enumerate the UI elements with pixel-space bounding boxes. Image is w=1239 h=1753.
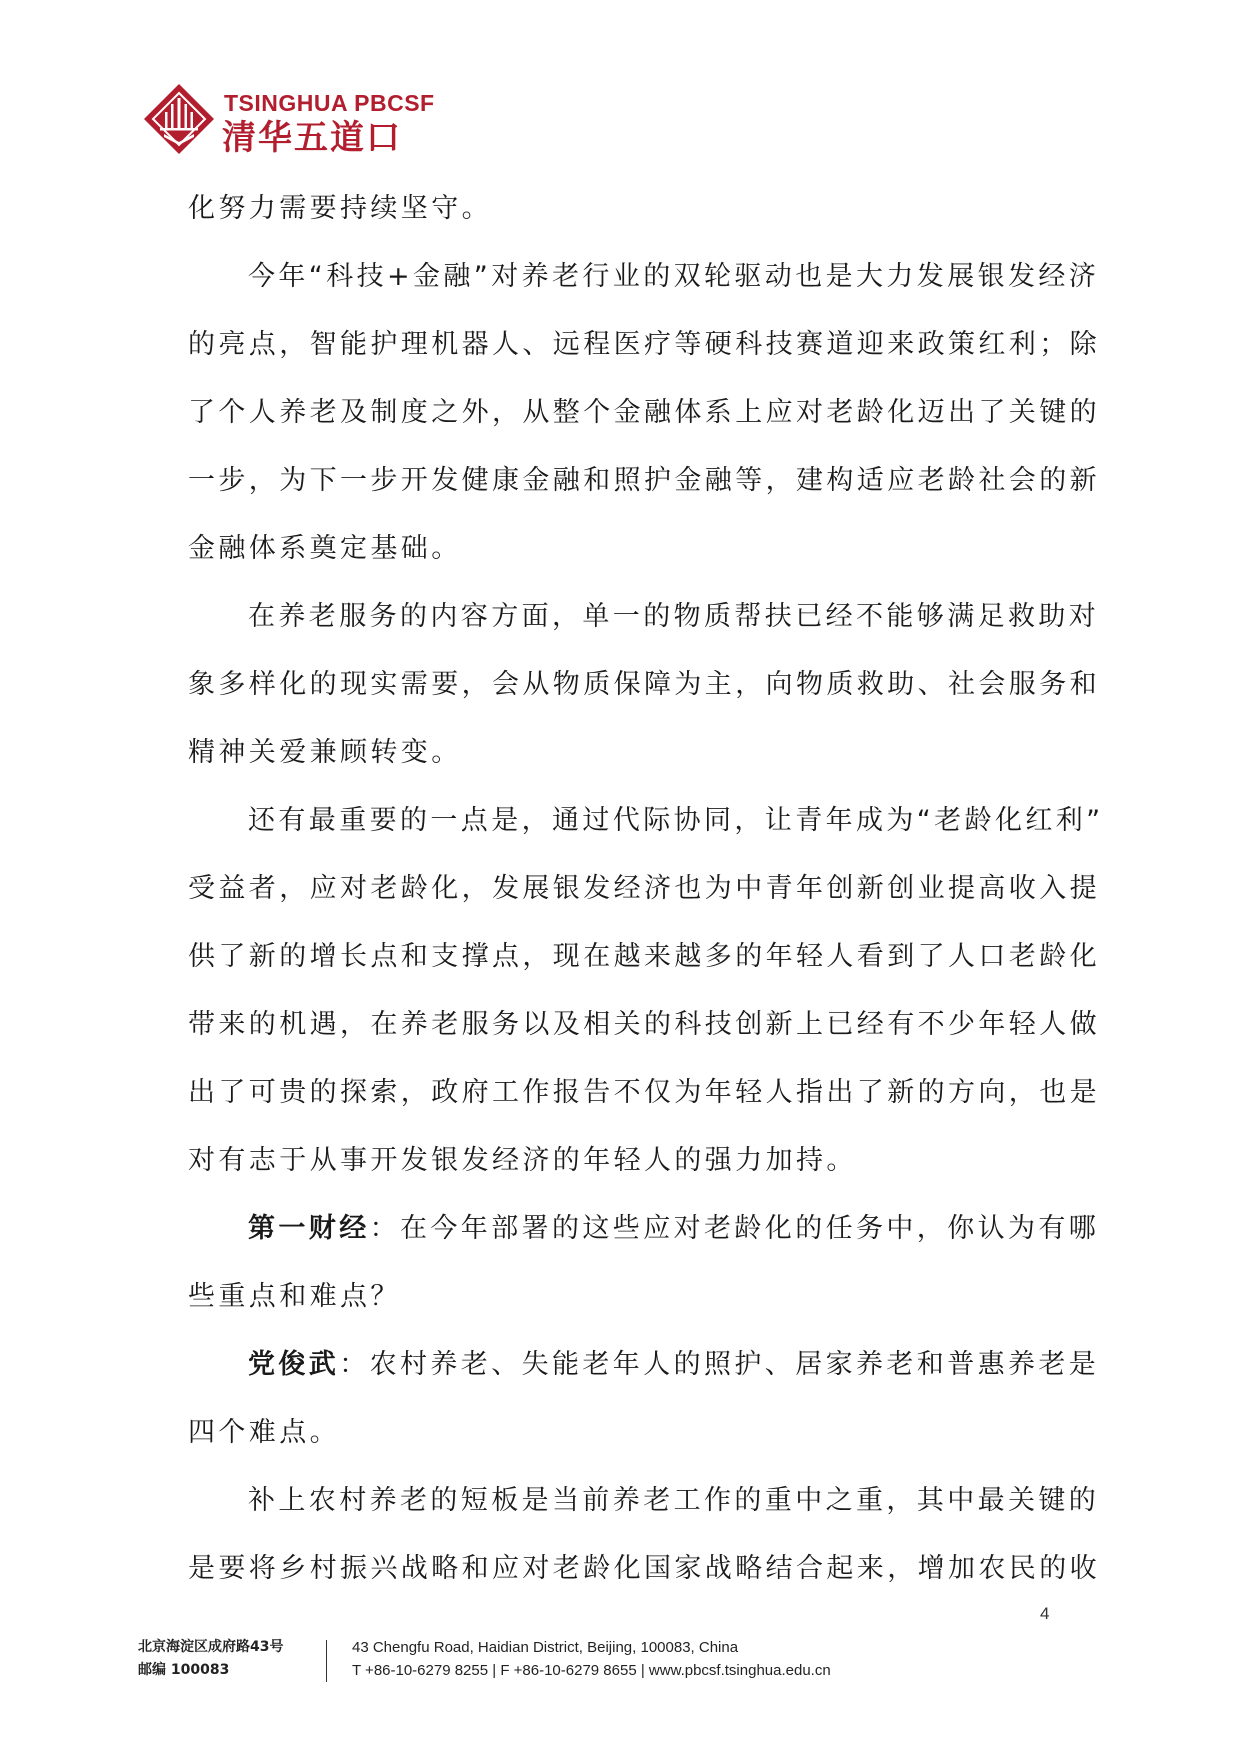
line-text: 出了可贵的探索，政府工作报告不仅为年轻人指出了新的方向，也是 [188,1077,1100,1108]
pbcsf-logo [144,84,435,160]
text-line [188,1136,1058,1204]
line-text: 化努力需要持续坚守。 [188,193,492,224]
line-text: 在养老服务的内容方面，单一的物质帮扶已经不能够满足救助对 [248,601,1100,632]
footer-postcode: 邮编 100083 [138,1662,230,1678]
text-line [188,456,1100,524]
text-line [188,1340,1100,1408]
line-text: 的亮点，智能护理机器人、远程医疗等硬科技赛道迎来政策红利；除 [188,329,1100,360]
text-line [188,1000,1100,1068]
text-line [188,524,1058,592]
text-line [188,184,1058,252]
footer-address-cn: 北京海淀区成府路43号 [138,1639,284,1655]
line-text: 了个人养老及制度之外，从整个金融体系上应对老龄化迈出了关键的 [188,397,1100,428]
text-line [188,1408,1058,1476]
line-text: 对有志于从事开发银发经济的年轻人的强力加持。 [188,1145,857,1176]
text-line [188,320,1100,388]
line-text: ：在今年部署的这些应对老龄化的任务中，你认为有哪 [369,1213,1100,1244]
text-line [188,932,1100,1000]
page-number: 4 [1040,1604,1050,1623]
speaker-label: 第一财经 [248,1213,370,1244]
line-text: 受益者，应对老龄化，发展银发经济也为中青年创新创业提高收入提 [188,873,1100,904]
pbcsf-emblem-icon [144,84,214,154]
footer-contact: T +86-10-6279 8255 | F +86-10-6279 8655 | www.pbcsf.tsinghua.edu.cn [352,1662,831,1679]
speaker-label: 党俊武 [248,1349,340,1380]
line-text: 四个难点。 [188,1417,340,1448]
line-text: 是要将乡村振兴战略和应对老龄化国家战略结合起来，增加农民的收 [188,1553,1100,1584]
line-text: 金融体系奠定基础。 [188,533,462,564]
line-text: 象多样化的现实需要，会从物质保障为主，向物质救助、社会服务和 [188,669,1100,700]
logo-chinese-name: 清华五道口 [222,118,402,158]
text-line [188,1476,1100,1544]
line-text: ：农村养老、失能老年人的照护、居家养老和普惠养老是 [339,1349,1100,1380]
text-line [188,796,1104,864]
text-line [188,1204,1100,1272]
text-line [188,728,1058,796]
text-line [188,1272,1058,1340]
text-line [188,1068,1100,1136]
line-text: 还有最重要的一点是，通过代际协同，让青年成为“老龄化红利” [248,805,1104,836]
text-line [188,252,1100,320]
line-text: 今年“科技+金融”对养老行业的双轮驱动也是大力发展银发经济 [248,261,1100,292]
line-text: 精神关爱兼顾转变。 [188,737,462,768]
line-text: 补上农村养老的短板是当前养老工作的重中之重，其中最关键的 [248,1485,1100,1516]
page-footer [138,1636,1138,1696]
line-text: 带来的机遇，在养老服务以及相关的科技创新上已经有不少年轻人做 [188,1009,1100,1040]
line-text: 一步，为下一步开发健康金融和照护金融等，建构适应老龄社会的新 [188,465,1100,496]
article-body [188,184,1104,1612]
text-line [188,388,1100,456]
footer-address-en: 43 Chengfu Road, Haidian District, Beijing, 100083, China [352,1639,739,1656]
text-line [188,592,1100,660]
text-line [188,1544,1100,1612]
footer-divider [326,1640,327,1682]
logo-english-name: TSINGHUA PBCSF [224,90,435,116]
line-text: 供了新的增长点和支撑点，现在越来越多的年轻人看到了人口老龄化 [188,941,1100,972]
footer-address-cn-block [138,1636,283,1682]
line-text: 些重点和难点？ [188,1281,401,1312]
text-line [188,864,1100,932]
footer-address-en-block [352,1636,831,1682]
text-line [188,660,1100,728]
